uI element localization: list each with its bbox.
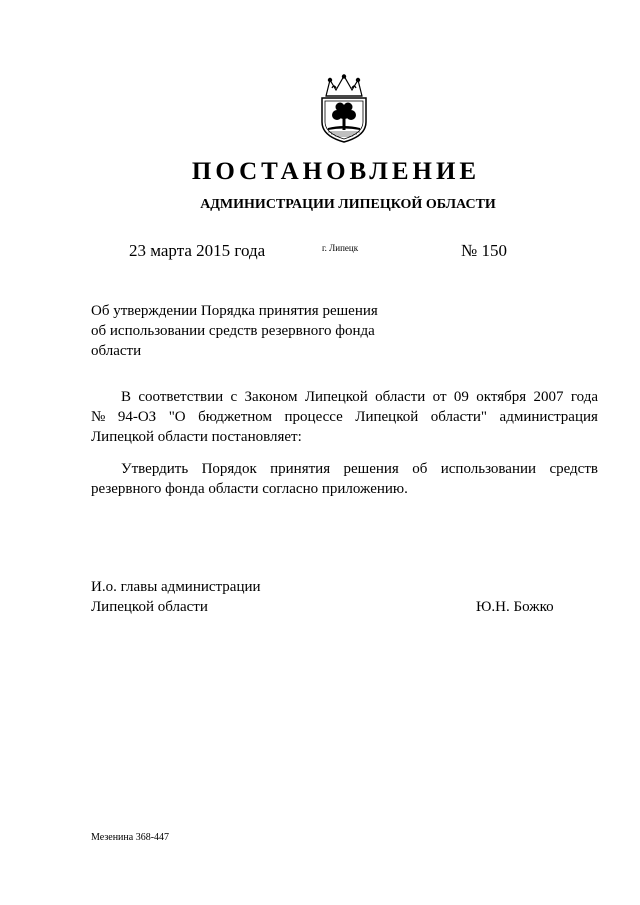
- word: принятия: [270, 461, 331, 477]
- paragraph-line: [91, 387, 598, 407]
- document-title: ПОСТАНОВЛЕНИЕ: [191, 158, 481, 185]
- paragraph-legal-basis: [91, 387, 598, 447]
- position-line: Липецкой области: [91, 599, 208, 615]
- word: соответствии: [138, 389, 224, 405]
- word: области: [375, 389, 426, 405]
- word: №: [91, 409, 106, 425]
- word: Липецкой: [355, 409, 419, 425]
- document-date: 23 марта 2015 года: [129, 241, 266, 260]
- paragraph-line: резервного фонда области согласно приложению.: [91, 481, 408, 497]
- word: "О: [168, 409, 186, 425]
- word: октября: [476, 389, 527, 405]
- subject-line: об использовании средств резервного фонда: [91, 323, 375, 339]
- word: Утвердить: [121, 461, 189, 477]
- coat-of-arms-icon: [316, 74, 372, 144]
- word: 94-ОЗ: [117, 409, 157, 425]
- word: 2007: [533, 389, 564, 405]
- word: бюджетном: [198, 409, 272, 425]
- word: решения: [343, 461, 399, 477]
- document-subtitle: АДМИНИСТРАЦИИ ЛИПЕЦКОЙ ОБЛАСТИ: [200, 197, 496, 212]
- executor-contact: Мезенина 368-447: [91, 832, 170, 843]
- word: об: [412, 461, 428, 477]
- document-place: г. Липецк: [322, 243, 359, 253]
- signatory-name: Ю.Н. Божко: [476, 599, 554, 615]
- word: Законом: [244, 389, 298, 405]
- paragraph-line: Липецкой области постановляет:: [91, 429, 302, 445]
- word: с: [230, 389, 238, 405]
- word: администрация: [499, 409, 598, 425]
- word: Липецкой: [304, 389, 368, 405]
- word: 09: [453, 389, 469, 405]
- word: средств: [549, 461, 598, 477]
- signatory-position: [91, 577, 261, 617]
- word: процессе: [284, 409, 343, 425]
- paragraph-line: [91, 407, 598, 427]
- document-subject: [91, 301, 411, 361]
- word: от: [432, 389, 447, 405]
- word: В: [121, 389, 132, 405]
- word: использовании: [440, 461, 537, 477]
- subject-line: Об утверждении Порядка принятия решения: [91, 303, 378, 319]
- document-number: № 150: [461, 241, 507, 260]
- subject-line: области: [91, 343, 142, 359]
- position-line: И.о. главы администрации: [91, 579, 261, 595]
- paragraph-resolution: [91, 459, 598, 499]
- word: области": [430, 409, 488, 425]
- word: Порядок: [201, 461, 257, 477]
- paragraph-line: [91, 459, 598, 479]
- word: года: [570, 389, 598, 405]
